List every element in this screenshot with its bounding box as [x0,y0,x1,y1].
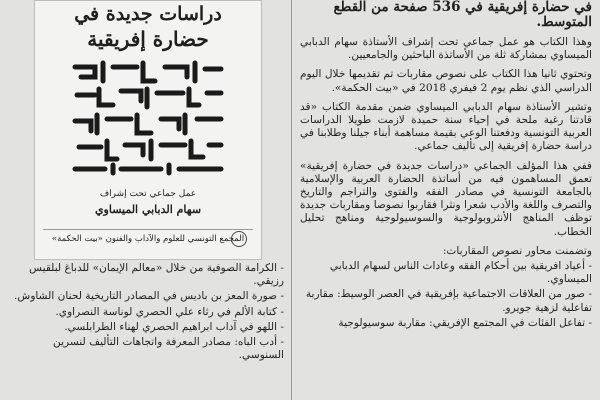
list-item: - أدب الباه: مصادر المعرفة واتجاهات التأليف لنسرين السنوسي. [53,336,284,362]
topics-list-right [298,260,594,330]
topics-list-left [8,262,284,364]
article-paragraph: وتشير الأستاذة سهام الدبابي الميساوي ضمن مقدمة الكتاب «قد قادتنا رغبة ملحة في إحياء سنة حميدة لازمت طويلا الدراسات العربية التونسية ودفعتنا الوعي بقيمة مساهمة أبناء جيلنا وطلابنا في دراسة حضارة إفريقية إلى تأليف جماعي. [300,100,592,153]
book-title: دراسات جديدة في [74,3,222,25]
list-item: - أعياد افريقية بين أحكام الفقه وعادات الناس لسهام الدبابي الميساوي. [329,260,592,286]
publisher-bar [43,229,253,248]
column-divider [291,0,292,400]
seal-icon [231,231,247,247]
article-paragraph: وتحتوي ثانيا هذا الكتاب على نصوص مقاربات تم تقديمها خلال اليوم الدراسي الذي نظم يوم 2 فيفري 2018 في «بيت الحكمة». [300,68,592,94]
list-item: - اللهو في آداب ابراهيم الحصري لهناء الطرابلسي. [64,320,284,333]
book-subtitle: حضارة إفريقية [87,27,209,51]
list-item: - صورة المعز بن باديس في المصادر التاريخية لحنان الشاوش. [14,290,284,303]
list-item: - كتابة الألم في رثاء علي الحصري لوناسة النصراوي. [55,305,284,318]
publisher-name: المجمع التونسي للعلوم والآداب والفنون «بيت الحكمة» [51,234,245,244]
list-item: - تفاعل الفئات في المجتمع الإفريقي: مقاربة سوسيولوجية [338,316,592,329]
cover-note: عمل جماعي تحت إشراف [99,189,197,199]
list-item: - صور من العلاقات الاجتماعية بإفريقية في العصر الوسيط: مقاربة تفاعلية لزهية جويرو. [305,288,592,314]
article-paragraph: وتضمنت محاور نصوص المقاربات: [442,244,592,257]
article-headline: في حضارة إفريقية في 536 صفحة من القطع المتوسط. [333,0,592,30]
calligraphy-art-icon [69,55,227,177]
article-paragraph: وهذا الكتاب هو عمل جماعي تحت إشراف الأستاذة سهام الدبابي الميساوي بمشاركة ثلة من الأساتذة الباحثين والجامعيين. [300,36,592,62]
book-cover [34,0,262,260]
list-item: - الكرامة الصوفية من خلال «معالم الإيمان» للدباغ لبلقيس رزيقي. [29,262,284,288]
left-column [8,0,284,400]
article-paragraph: ففي هذا المؤلف الجماعي «دراسات جديدة في حضارة إفريقية» تعمق المساهمون فيه من أساتذة الحضارة العربية والإسلامية بالجامعة التونسية في مصادر الفقه والفتوى والتراجم والتاريخ والتصرف واللغة والأدب شعرا ونثرا فقاربوا نصوصا ومقاربات جديدة توظف المناهج الأنثروبولوجية والسوسيولوجية ومناهج تحليل الخطاب. [300,159,592,238]
cover-author: سهام الدبابي الميساوي [94,203,202,216]
article-column [298,0,594,400]
